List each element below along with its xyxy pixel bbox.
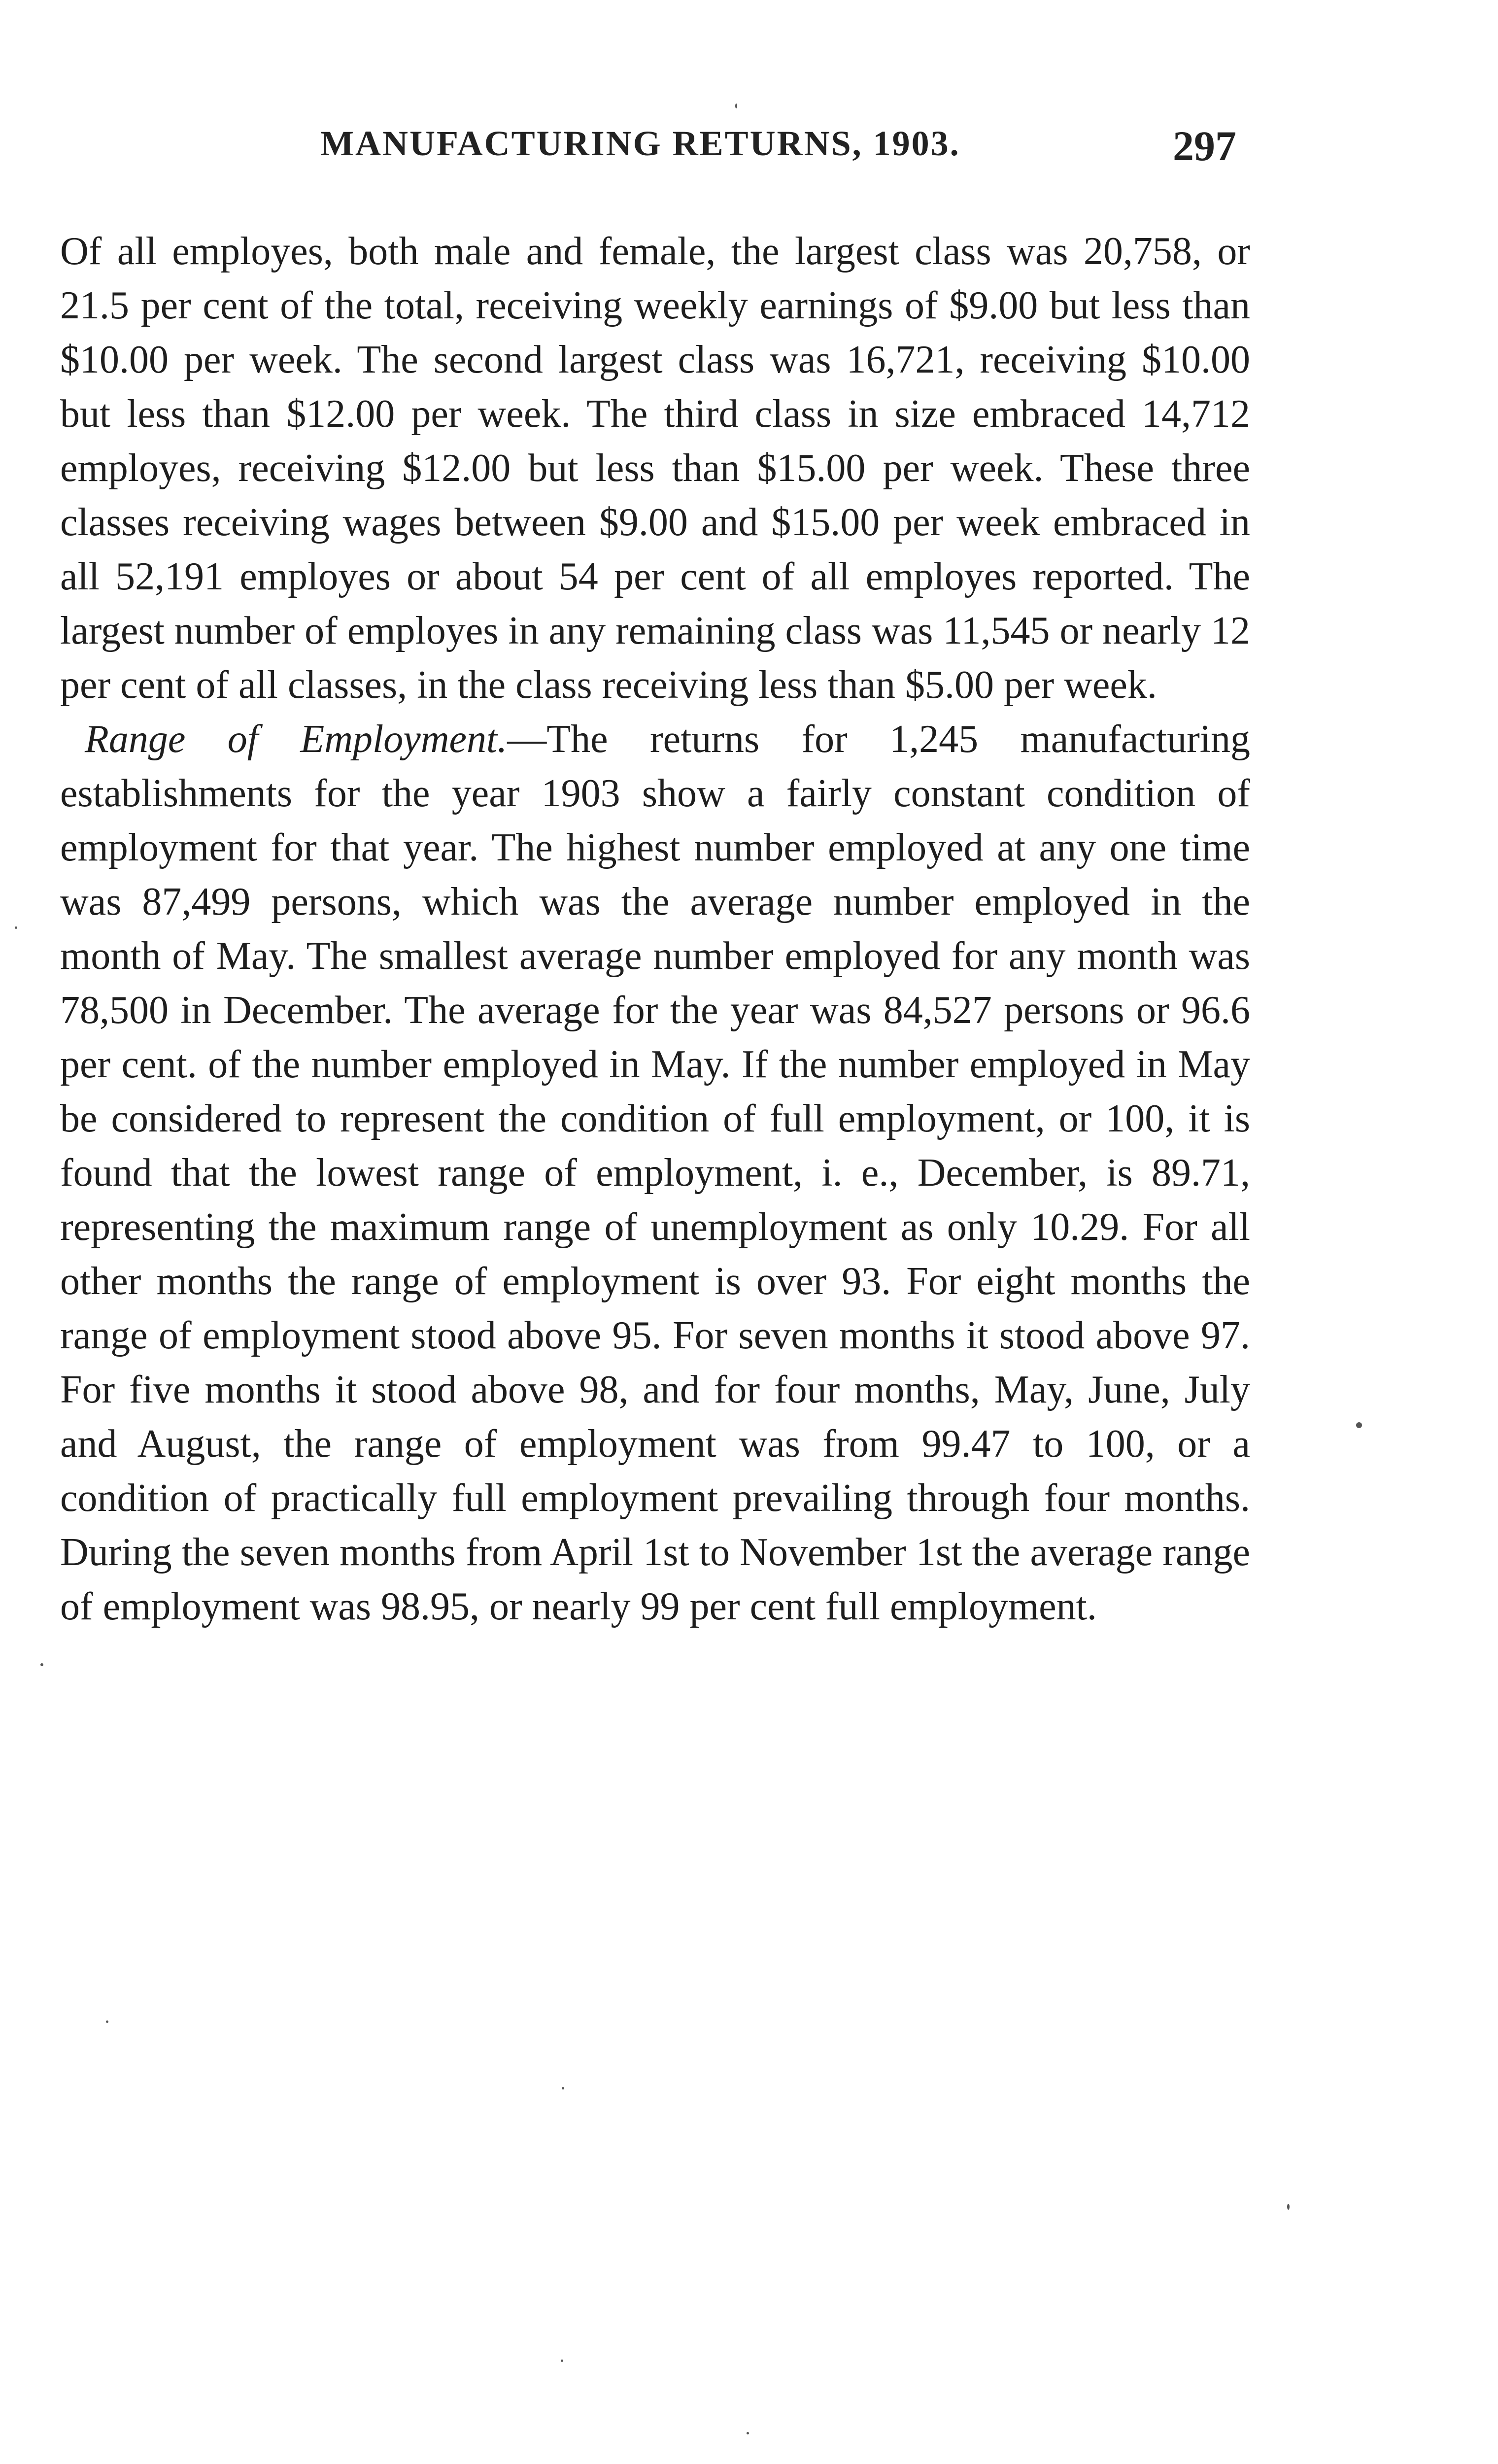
page-number: 297: [1173, 122, 1236, 170]
scan-speck: [747, 2432, 749, 2434]
section-lead-heading: Range of Employment.: [85, 718, 508, 761]
scan-speck: [561, 2360, 563, 2362]
scan-speck: [40, 1663, 43, 1666]
paragraph-range-of-employment: [60, 712, 1250, 1634]
paragraph-wage-classes: Of all employes, both male and female, the largest class was 20,758, or 21.5 per cent of the total, receiving weekly earnings of $9.00 but less than $10.00 per week. The second largest class was 16,721, receiving $10.00 but less than $12.00 per week. The third class in size embraced 14,712 employes, receiving $12.00 but less than $15.00 per week. These three classes receiving wages between $9.00 and $15.00 per week embraced in all 52,191 employes or about 54 per cent of all employes reported. The largest number of employes in any remaining class was 11,545 or nearly 12 per cent of all classes, in the class receiving less than $5.00 per week.: [60, 230, 1250, 707]
scan-speck: [735, 103, 737, 108]
body-text: [60, 224, 1250, 1634]
paragraph-range-of-employment-text: —The returns for 1,245 manufacturing establishments for the year 1903 show a fairly constant condition of employment for that year. The highest number employed at any one time was 87,499 persons, which was the average number employed in the month of May. The smallest average number employed for any month was 78,500 in December. The average for the year was 84,527 persons or 96.6 per cent. of the number employed in May. If the number employed in May be considered to represent the condition of full employment, or 100, it is found that the lowest range of employment, i. e., December, is 89.71, representing the maximum range of unemployment as only 10.29. For all other months the range of employment is over 93. For eight months the range of employment stood above 95. For seven months it stood above 97. For five months it stood above 98, and for four months, May, June, July and August, the range of employment was from 99.47 to 100, or a condition of practically full employment prevailing through four months. During the seven months from April 1st to November 1st the average range of employment was 98.95, or nearly 99 per cent full employment.: [60, 718, 1251, 1628]
scan-speck: [15, 926, 17, 929]
scan-speck: [1356, 1422, 1362, 1428]
scan-speck: [106, 2020, 108, 2023]
scan-speck: [1287, 2204, 1290, 2210]
scan-speck: [562, 2087, 564, 2089]
running-head-title: MANUFACTURING RETURNS, 1903.: [320, 124, 960, 163]
